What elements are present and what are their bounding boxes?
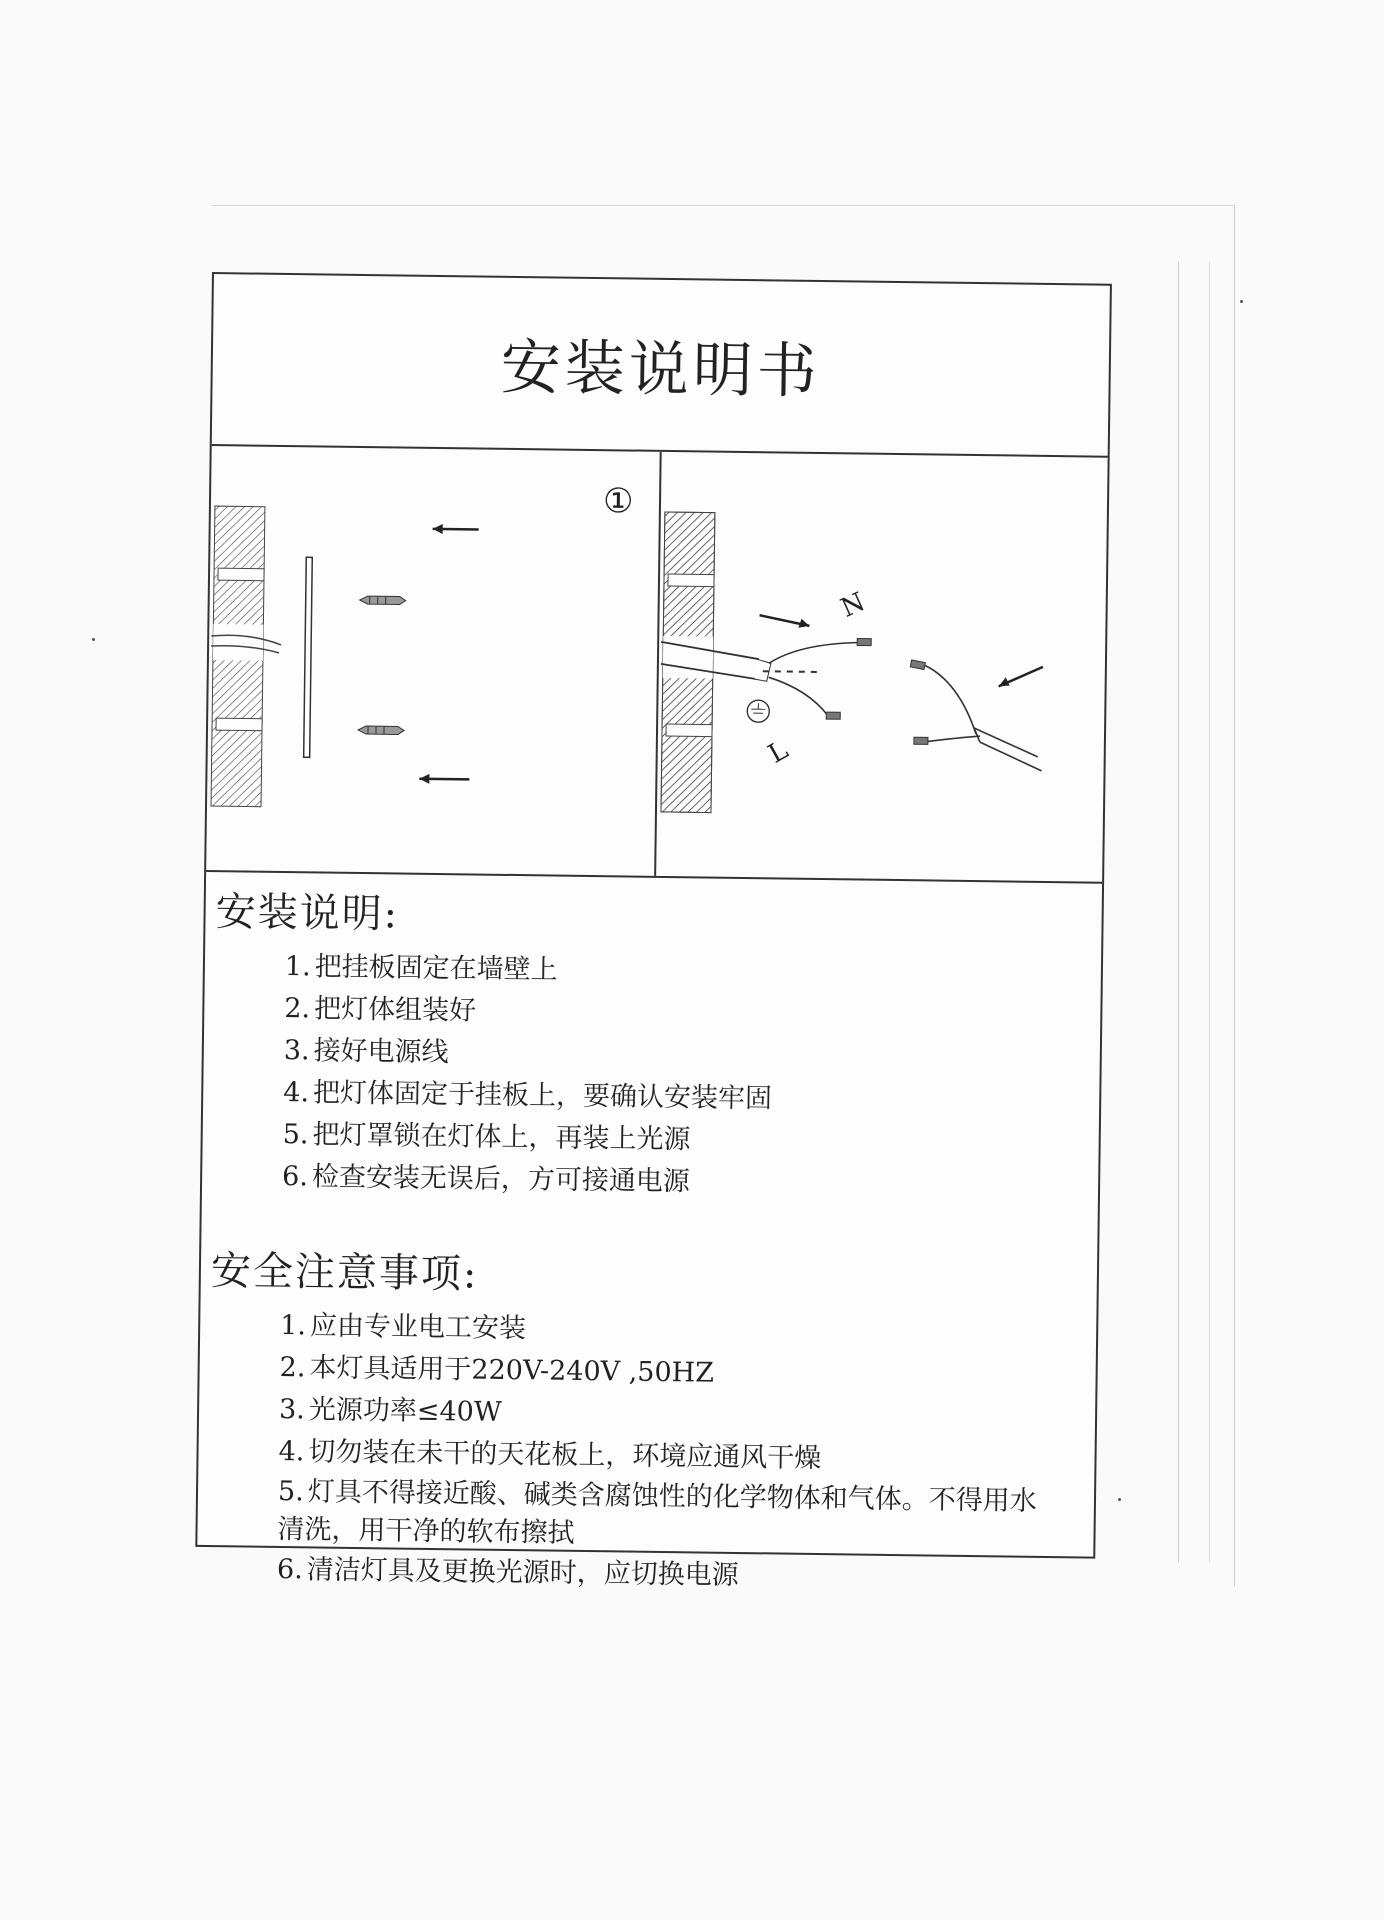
figure-row bbox=[206, 446, 1107, 884]
install-heading: 安装说明: bbox=[215, 889, 400, 938]
wiring-arrow-right bbox=[999, 666, 1043, 687]
list-item: 2. 把灯体组装好 bbox=[284, 993, 477, 1027]
arrow-top bbox=[433, 524, 479, 535]
figure-number: ① bbox=[602, 481, 634, 522]
instruction-sheet bbox=[195, 272, 1112, 1592]
scan-speck bbox=[92, 638, 95, 641]
safety-notes-list bbox=[277, 1305, 1097, 1602]
wall-cable-opening bbox=[213, 624, 263, 661]
list-item: 4. 切勿装在未干的天花板上，环境应通风干燥 bbox=[278, 1435, 822, 1475]
scan-speck bbox=[1118, 1498, 1121, 1501]
list-item: 1. 应由专业电工安装 bbox=[280, 1309, 527, 1345]
wall-plug-bottom bbox=[216, 718, 262, 731]
screw-top bbox=[360, 596, 406, 605]
figure-wall-plate bbox=[206, 446, 662, 876]
safety-heading: 安全注意事项: bbox=[210, 1248, 479, 1298]
figure-wiring bbox=[656, 452, 1108, 882]
document-title: 安装说明书 bbox=[500, 332, 822, 407]
list-item: 3. 接好电源线 bbox=[283, 1035, 449, 1069]
live-wire bbox=[768, 677, 828, 716]
wiring-arrow-left bbox=[759, 615, 809, 628]
list-item: 3. 光源功率≤40W bbox=[278, 1393, 502, 1428]
wall-plug-top bbox=[218, 568, 264, 581]
instructions-text bbox=[197, 872, 1102, 1602]
list-item: 5. 灯具不得接近酸、碱类含腐蚀性的化学物体和气体。不得用水清洗，用干净的软布擦拭 bbox=[277, 1475, 1037, 1549]
list-item: 4. 把灯体固定于挂板上，要确认安装牢固 bbox=[283, 1077, 773, 1115]
sheet-edge-layer bbox=[1178, 262, 1210, 1562]
wire-label-n: N bbox=[836, 587, 870, 624]
mounting-plate bbox=[304, 557, 313, 757]
wiring-wall-plug-bottom bbox=[666, 724, 712, 737]
list-item: 5. 把灯罩锁在灯体上，再装上光源 bbox=[282, 1119, 691, 1156]
wiring-diagram bbox=[656, 452, 1110, 882]
screw-bottom bbox=[358, 726, 404, 735]
arrow-bottom bbox=[419, 774, 469, 785]
scan-speck bbox=[1240, 300, 1243, 303]
title-row bbox=[212, 274, 1110, 458]
wire-label-l: L bbox=[763, 735, 794, 770]
list-item: 6. 检查安装无误后，方可接通电源 bbox=[281, 1160, 691, 1198]
list-item: 6. 清洁灯具及更换光源时，应切换电源 bbox=[276, 1553, 739, 1592]
list-item: 2. 本灯具适用于220V-240V ,50HZ bbox=[279, 1351, 715, 1389]
wiring-wall-plug-top bbox=[668, 574, 714, 587]
list-item: 1. 把挂板固定在墙壁上 bbox=[284, 951, 558, 986]
wall-plate-diagram bbox=[206, 446, 660, 876]
neutral-wire bbox=[769, 641, 859, 664]
install-steps-list bbox=[282, 946, 1101, 1209]
